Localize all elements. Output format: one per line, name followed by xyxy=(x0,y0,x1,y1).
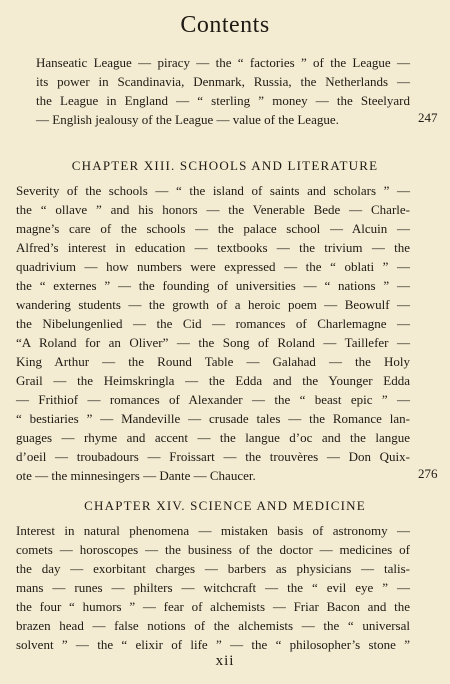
entry-line: the “ externes ” — the founding of universities — “ nations ” — xyxy=(16,278,410,293)
chapter-entry xyxy=(16,181,410,485)
page-title: Contents xyxy=(180,12,270,38)
page-number: 247 xyxy=(418,110,438,125)
entry-line: the day — exorbitant charges — barbers as physicians — talis- xyxy=(16,561,410,576)
entry-line: brazen head — false notions of the alchemists — the “ universal xyxy=(16,618,410,633)
entry-line: the four “ humors ” — fear of alchemists — Friar Bacon and the xyxy=(16,599,410,614)
entry-line: Grail — the Heimskringla — the Edda and the Younger Edda xyxy=(16,373,410,388)
entry-line: mans — runes — philters — witchcraft — the “ evil eye ” — xyxy=(16,580,410,595)
entry-line: solvent ” — the “ elixir of life ” — the “ philosopher’s stone ” xyxy=(16,637,410,652)
entry-line: — Frithiof — romances of Alexander — the “ beast epic ” — xyxy=(16,392,410,407)
entry-line: the League in England — “ sterling ” money — the Steelyard xyxy=(36,93,410,108)
chapter-heading: CHAPTER XIV. SCIENCE AND MEDICINE xyxy=(84,498,366,513)
intro-entry xyxy=(36,53,410,129)
entry-line: Alfred’s interest in education — textbooks — the trivium — the xyxy=(16,240,410,255)
entry-line: d’oeil — troubadours — Froissart — the trouvères — Don Quix- xyxy=(16,449,410,464)
entry-line: “A Roland for an Oliver” — the Song of Roland — Taillefer — xyxy=(16,335,410,350)
entry-line: the “ ollave ” and his honors — the Venerable Bede — Charle- xyxy=(16,202,410,217)
entry-line: “ bestiaries ” — Mandeville — crusade tales — the Romance lan- xyxy=(16,411,410,426)
entry-line: Interest in natural phenomena — mistaken basis of astronomy — xyxy=(16,523,410,538)
entry-line: guages — rhyme and accent — the langue d’oc and the langue xyxy=(16,430,410,445)
entry-line: quadrivium — how numbers were expressed — the “ oblati ” — xyxy=(16,259,410,274)
chapter-heading: CHAPTER XIII. SCHOOLS AND LITERATURE xyxy=(71,158,379,173)
entry-line: — English jealousy of the League — value of the League. xyxy=(36,112,339,127)
entry-line: Hanseatic League — piracy — the “ factories ” of the League — xyxy=(36,55,410,70)
entry-line: ote — the minnesingers — Dante — Chaucer. xyxy=(16,468,256,483)
entry-line: comets — horoscopes — the business of the doctor — medicines of xyxy=(16,542,410,557)
entry-line: the Nibelungenlied — the Cid — romances of Charlemagne — xyxy=(16,316,410,331)
chapter-entry xyxy=(16,521,410,654)
entry-line: magne’s care of the schools — the palace school — Alcuin — xyxy=(16,221,410,236)
entry-line: King Arthur — the Round Table — Galahad — the Holy xyxy=(16,354,410,369)
entry-line: wandering students — the growth of a heroic poem — Beowulf — xyxy=(16,297,410,312)
page-number: 276 xyxy=(418,466,438,481)
entry-line: Severity of the schools — “ the island of saints and scholars ” — xyxy=(16,183,410,198)
folio-number: xii xyxy=(215,653,235,669)
entry-line: its power in Scandinavia, Denmark, Russia, the Netherlands — xyxy=(36,74,410,89)
